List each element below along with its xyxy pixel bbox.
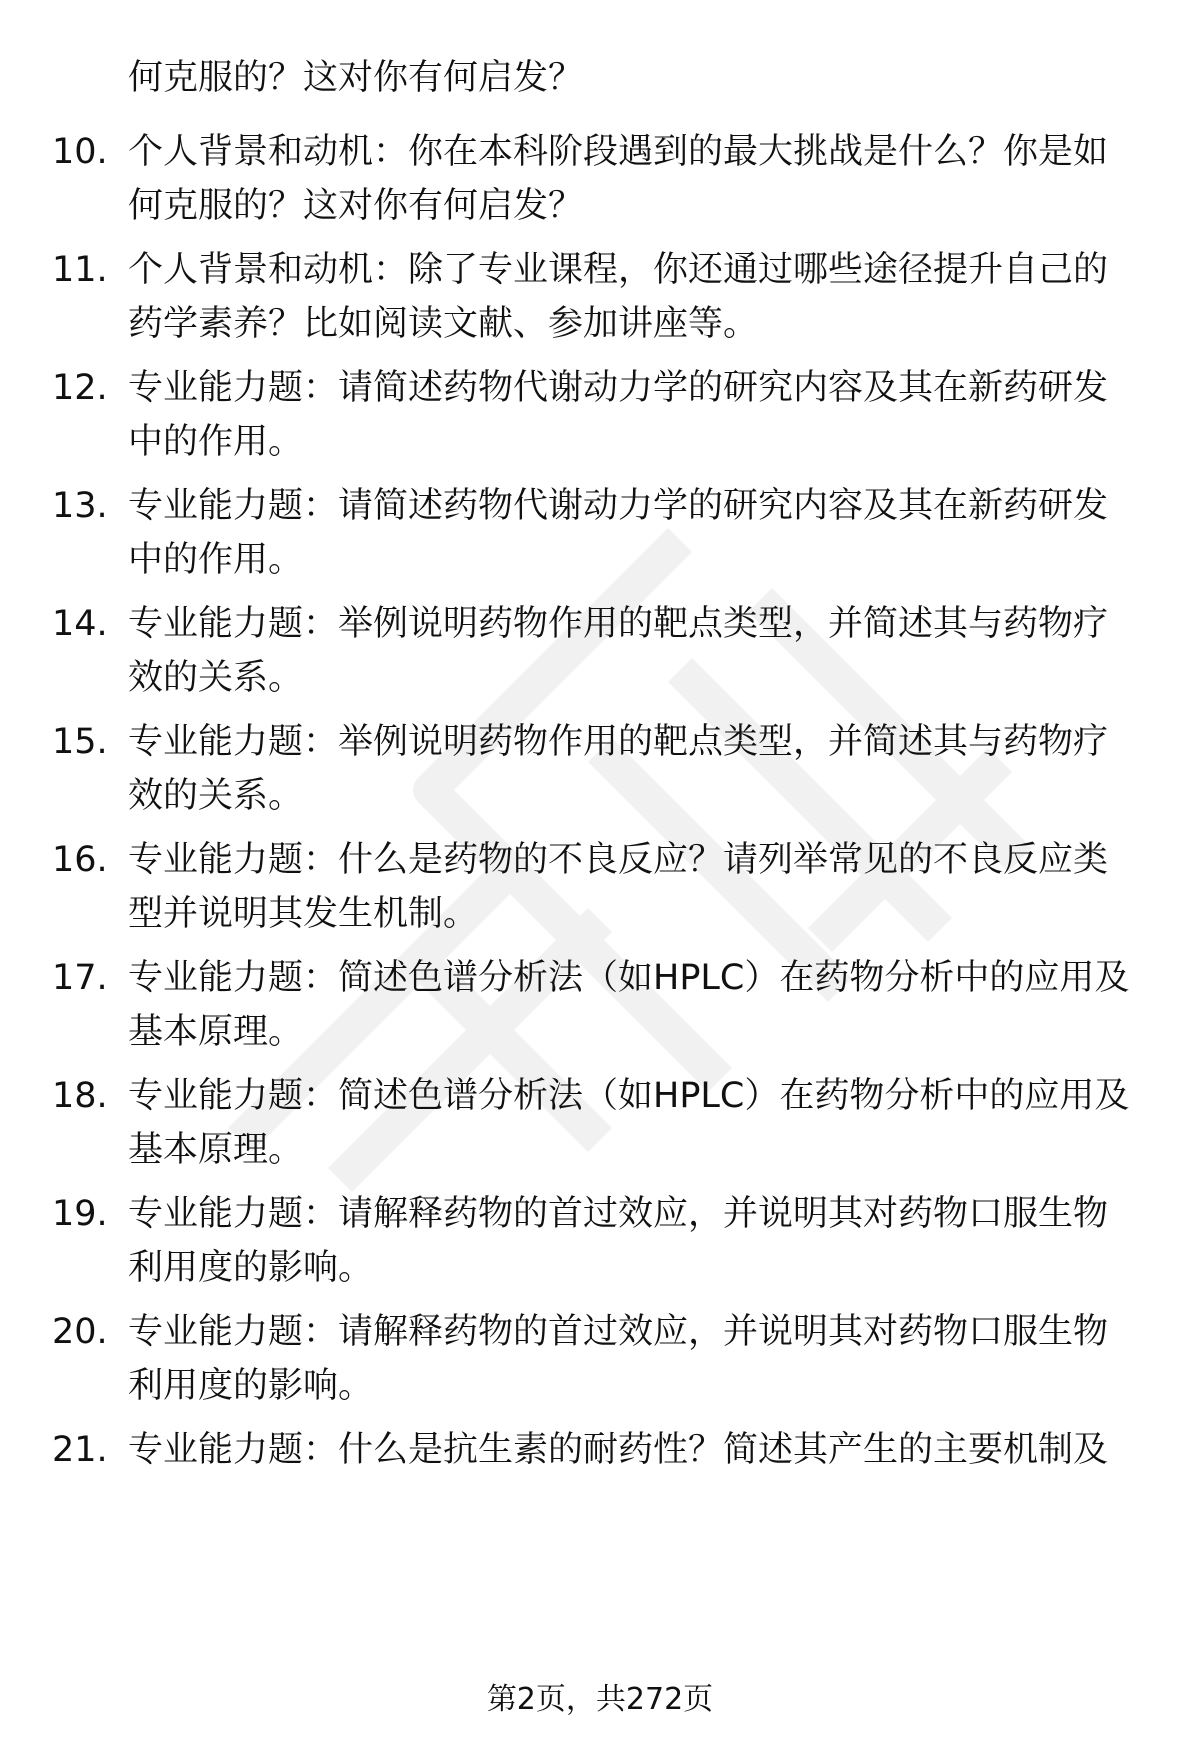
item-text-line1: 专业能力题：请简述药物代谢动力学的研究内容及其在新药研发: [128, 486, 1109, 526]
item-text-line1: 专业能力题：举例说明药物作用的靶点类型，并简述其与药物疗: [128, 604, 1109, 644]
item-text-line2: 药学素养？比如阅读文献、参加讲座等。: [128, 304, 759, 344]
item-text-line2: 效的关系。: [128, 658, 304, 698]
item-text-line1: 专业能力题：请解释药物的首过效应，并说明其对药物口服生物: [128, 1312, 1109, 1352]
item-text-line1: 个人背景和动机：你在本科阶段遇到的最大挑战是什么？你是如: [128, 132, 1109, 172]
item-number: 20.: [52, 1312, 108, 1352]
item-number: 13.: [52, 486, 108, 526]
list-item: [0, 482, 1200, 592]
list-item: [0, 600, 1200, 710]
item-number: 11.: [52, 250, 108, 290]
item-text-line1: 个人背景和动机：除了专业课程，你还通过哪些途径提升自己的: [128, 250, 1109, 290]
item-text-line1: 专业能力题：请简述药物代谢动力学的研究内容及其在新药研发: [128, 368, 1109, 408]
list-item: [0, 954, 1200, 1064]
item-text-line2: 利用度的影响。: [128, 1248, 374, 1288]
item-text-line1: 专业能力题：简述色谱分析法（如HPLC）在药物分析中的应用及: [128, 1076, 1130, 1116]
item-text-line2: 中的作用。: [128, 540, 304, 580]
list-item: [0, 1426, 1200, 1536]
item-number: 19.: [52, 1194, 108, 1234]
item-number: 10.: [52, 132, 108, 172]
item-number: 21.: [52, 1430, 108, 1470]
list-item: [0, 128, 1200, 238]
item-number: 15.: [52, 722, 108, 762]
list-item: [0, 1190, 1200, 1300]
item-text-line1: 专业能力题：举例说明药物作用的靶点类型，并简述其与药物疗: [128, 722, 1109, 762]
item-text-line2: 中的作用。: [128, 422, 304, 462]
page-footer: 第2页，共272页: [486, 1682, 714, 1717]
item-number: 16.: [52, 840, 108, 880]
item-number: 18.: [52, 1076, 108, 1116]
item-text-line2: 基本原理。: [128, 1130, 304, 1170]
item-number: 12.: [52, 368, 108, 408]
item-number: 14.: [52, 604, 108, 644]
list-item: [0, 364, 1200, 474]
list-item: [0, 718, 1200, 828]
item-text-line2: 基本原理。: [128, 1012, 304, 1052]
item-text-line2: 效的关系。: [128, 776, 304, 816]
item-text-line2: 型并说明其发生机制。: [128, 894, 479, 934]
list-item: [0, 836, 1200, 946]
item-text-line2: 何克服的？这对你有何启发？: [128, 186, 584, 226]
item-text-line1: 专业能力题：请解释药物的首过效应，并说明其对药物口服生物: [128, 1194, 1109, 1234]
list-item: [0, 1308, 1200, 1418]
list-item: [0, 246, 1200, 356]
item-number: 17.: [52, 958, 108, 998]
item-text-line1: 专业能力题：什么是药物的不良反应？请列举常见的不良反应类: [128, 840, 1109, 880]
list-item: [0, 1072, 1200, 1182]
item-text-line2: 利用度的影响。: [128, 1366, 374, 1406]
item-text-line1: 专业能力题：简述色谱分析法（如HPLC）在药物分析中的应用及: [128, 958, 1130, 998]
continuation-text: 何克服的？这对你有何启发？: [128, 58, 584, 98]
item-text-line1: 专业能力题：什么是抗生素的耐药性？简述其产生的主要机制及: [128, 1430, 1109, 1470]
